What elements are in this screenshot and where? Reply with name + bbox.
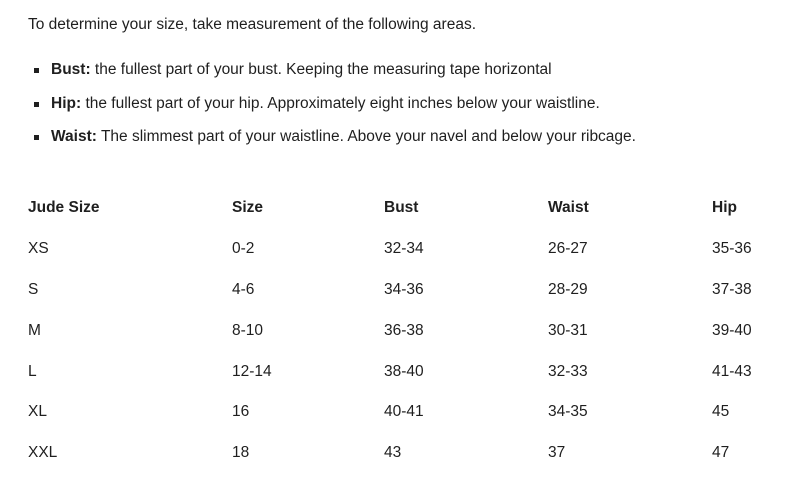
column-header-size: Size (232, 199, 264, 217)
table-cell: 34-36 (384, 280, 424, 298)
table-cell: 43 (384, 444, 402, 462)
table-cell: 38-40 (384, 362, 424, 380)
table-cell: M (28, 321, 41, 339)
list-item-waist (28, 127, 636, 161)
bullet-icon (34, 135, 39, 140)
table-cell: 30-31 (548, 321, 588, 339)
column-header-hip: Hip (712, 199, 737, 217)
table-cell: 37-38 (712, 280, 752, 298)
table-row (28, 310, 792, 351)
table-cell: 8-10 (232, 321, 264, 339)
bullet-icon (34, 102, 39, 107)
bullet-text: The slimmest part of your waistline. Above your navel and below your ribcage. (96, 128, 636, 145)
table-cell: 16 (232, 403, 250, 421)
table-cell: L (28, 362, 37, 380)
bullet-text: the fullest part of your hip. Approximately eight inches below your waistline. (81, 94, 600, 112)
table-row (28, 270, 792, 311)
table-cell: 12-14 (232, 362, 272, 380)
table-cell: 37 (548, 444, 566, 462)
bullet-text: the fullest part of your bust. Keeping the measuring tape horizontal (90, 61, 552, 78)
table-cell: 0-2 (232, 240, 255, 258)
column-header-waist: Waist (548, 199, 589, 217)
table-cell: 40-41 (384, 403, 424, 421)
table-cell: 32-34 (384, 240, 424, 258)
table-header-row (28, 188, 792, 229)
table-row (28, 392, 792, 433)
list-item-bust (28, 60, 636, 94)
table-row (28, 433, 792, 474)
bullet-term: Waist: (51, 128, 97, 145)
table-cell: 41-43 (712, 362, 752, 380)
column-header-jude-size: Jude Size (28, 199, 100, 217)
table-cell: S (28, 280, 39, 298)
table-cell: 34-35 (548, 403, 588, 421)
table-cell: 28-29 (548, 280, 588, 298)
table-cell: 18 (232, 444, 250, 462)
table-cell: 35-36 (712, 240, 752, 258)
table-cell: 45 (712, 403, 730, 421)
column-header-bust: Bust (384, 199, 419, 217)
table-cell: 32-33 (548, 362, 588, 380)
table-cell: XL (28, 403, 47, 421)
table-cell: 26-27 (548, 240, 588, 258)
table-cell: XXL (28, 444, 58, 462)
table-row (28, 351, 792, 392)
intro-text: To determine your size, take measurement of the following areas. (28, 16, 477, 33)
table-cell: 4-6 (232, 280, 255, 298)
bullet-term: Bust: (51, 61, 91, 78)
bullet-icon (34, 68, 39, 73)
table-cell: XS (28, 240, 49, 258)
size-chart-table (28, 188, 792, 474)
table-cell: 36-38 (384, 321, 424, 339)
table-cell: 47 (712, 444, 730, 462)
table-row (28, 229, 792, 270)
bullet-term: Hip: (51, 94, 82, 112)
table-cell: 39-40 (712, 321, 752, 339)
list-item-hip (28, 94, 636, 128)
measurement-list (28, 60, 636, 161)
